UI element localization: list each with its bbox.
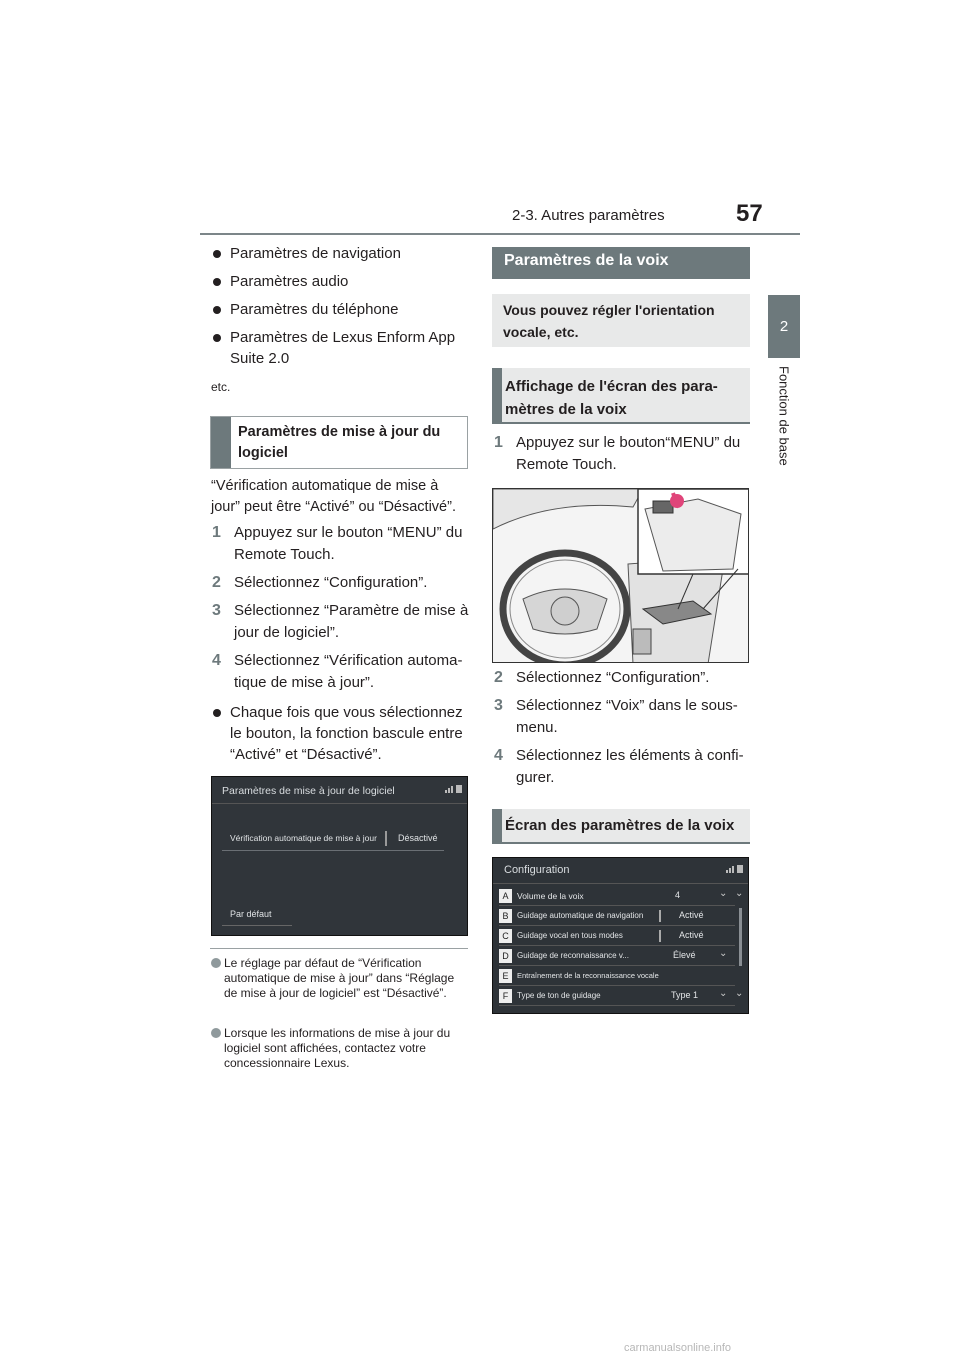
auto-nav-guidance-row[interactable]: B Guidage automatique de navigation Activé [499, 907, 735, 926]
toggle-bullet: Chaque fois que vous sélectionnez le bouton, la fonction bascule entre “Activé” et “Désactivé”. [211, 702, 469, 765]
voice-screen-heading: Écran des paramètres de la voix [492, 809, 750, 844]
left-steps [211, 522, 469, 694]
step-item: 3 Sélectionnez “Paramètre de mise à jour de logiciel”. [212, 602, 469, 641]
voice-display-heading: Affichage de l'écran des para-mètres de la voix [492, 368, 750, 424]
auto-update-value: Désactivé [398, 833, 438, 843]
screen-title: Paramètres de mise à jour de logiciel [222, 785, 395, 797]
header-rule [200, 233, 800, 235]
recognition-guidance-row[interactable]: D Guidage de reconnaissance v... Élevé ⌄ [499, 947, 735, 966]
chevron-down-icon: ⌄ [719, 988, 728, 999]
chapter-tab[interactable]: 2 [768, 295, 800, 358]
step-item: 2 Sélectionnez “Configuration”. [494, 669, 710, 686]
default-button[interactable]: Par défaut [230, 909, 272, 919]
right-step1: 1 Appuyez sur le bouton“MENU” du Remote Touch. [494, 434, 741, 473]
chevron-down-icon: ⌄ [719, 888, 728, 899]
signal-icon [726, 863, 744, 873]
note-item: Le réglage par défaut de “Vérification automatique de mise à jour” dans “Réglage de mise à jour de logiciel” est “Désactivé”. [211, 956, 469, 1001]
bullet-item: Paramètres de Lexus Enform App Suite 2.0 [211, 327, 469, 369]
step-item: 3 Sélectionnez “Voix” dans le sous-menu. [494, 697, 738, 736]
voice-intro: Vous pouvez régler l'orientation vocale, etc. [492, 294, 750, 347]
bullet-item: Paramètres du téléphone [211, 299, 469, 320]
voice-settings-screen [492, 857, 749, 1014]
voice-volume-row[interactable]: A Volume de la voix 4 ⌄ ⌄ [499, 887, 735, 906]
chevron-down-icon: ⌄ [735, 988, 744, 999]
bullet-item: Paramètres audio [211, 271, 469, 292]
guidance-tone-row[interactable]: F Type de ton de guidage Type 1 ⌄ ⌄ [499, 987, 735, 1006]
step-item: 4 Sélectionnez “Vérification automa-tique de mise à jour”. [212, 652, 463, 691]
signal-icon [445, 783, 463, 793]
chapter-label: Fonction de base [776, 366, 792, 466]
chevron-down-icon: ⌄ [719, 948, 728, 959]
voice-training-row[interactable]: E Entraînement de la reconnaissance vocale [499, 967, 735, 986]
note-item: Lorsque les informations de mise à jour du logiciel sont affichées, contactez votre concessionnaire Lexus. [211, 1026, 469, 1071]
section-title: 2-3. Autres paramètres [512, 207, 665, 224]
chevron-down-icon: ⌄ [735, 888, 744, 899]
step-item: 4 Sélectionnez les éléments à confi-gurer. [494, 747, 744, 786]
page-number: 57 [736, 200, 763, 227]
watermark: carmanualsonline.info [624, 1342, 732, 1354]
voice-all-modes-row[interactable]: C Guidage vocal en tous modes Activé [499, 927, 735, 946]
right-steps [493, 667, 751, 789]
step-item: 1 Appuyez sur le bouton “MENU” du Remote Touch. [212, 524, 463, 563]
intro-text: “Vérification automatique de mise à jour” peut être “Activé” ou “Désactivé”. [211, 478, 456, 515]
screen-title: Configuration [504, 864, 570, 876]
note-rule [210, 948, 468, 949]
software-update-heading: Paramètres de mise à jour du logiciel [210, 416, 468, 469]
voice-settings-title: Paramètres de la voix [492, 247, 750, 279]
scrollbar[interactable] [739, 908, 742, 966]
etc-text: etc. [211, 380, 231, 394]
left-bullets [211, 243, 469, 369]
auto-update-row[interactable]: Vérification automatique de mise à jour Désactivé [222, 827, 444, 851]
remote-touch-illustration [492, 488, 749, 663]
bullet-item: Paramètres de navigation [211, 243, 469, 264]
step-item: 2 Sélectionnez “Configuration”. [212, 574, 428, 591]
software-update-screen [211, 776, 468, 936]
